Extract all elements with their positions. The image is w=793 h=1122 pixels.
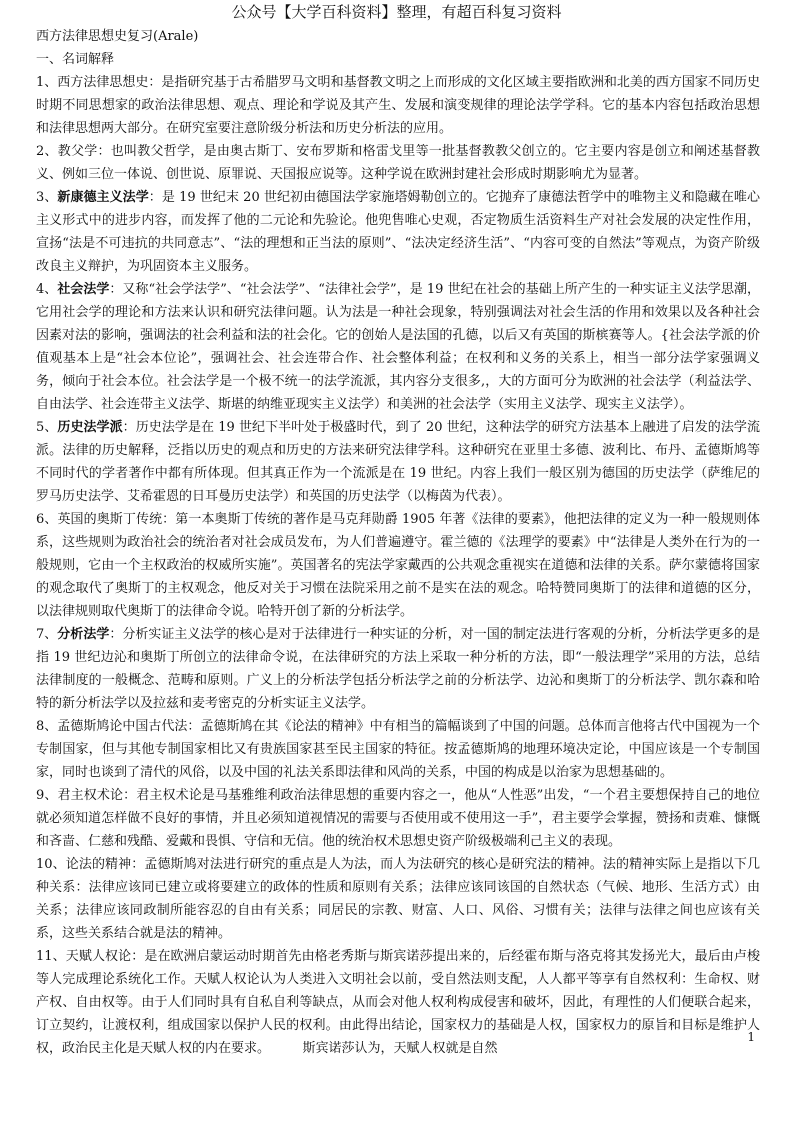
entry-lead: 9、君主权术论： xyxy=(36,788,137,803)
entry-5 xyxy=(36,416,760,508)
entry-term: 分析法学 xyxy=(57,627,110,642)
entry-body: 是指研究基于古希腊罗马文明和基督教文明之上而形成的文化区域主要指欧洲和北美的西方国家不同历史时期不同思想家的政治法律思想、观点、理论和学说及其产生、发展和演变规律的理论法学学科。它的基本内容包括政治思想和法律思想两大部分。在研究室要注意阶级分析法和历史分析法的应用。 xyxy=(36,75,760,136)
entry-8 xyxy=(36,715,760,784)
entry-lead: 1、西方法律思想史： xyxy=(36,75,162,90)
entry-body: ：历史法学是在 19 世纪下半叶处于极盛时代，到了 20 世纪，这种法学的研究方法基本上融进了启发的法学流派。法律的历史解释，泛指以历史的观点和历史的方法来研究法律学科。这种研究在亚里士多德、波利比、布丹、孟德斯鸠等不同时代的学者著作中都有所体现。但其真正作为一个流派是在 19 世纪。内容上我们一般区别为德国的历史法学（萨维尼的罗马历史法学、艾希霍恩的日耳曼历史法学）和英国的历史法学（以梅茵为代表）。 xyxy=(36,420,760,504)
entry-lead: 10、论法的精神： xyxy=(36,857,145,872)
section-heading: 一、名词解释 xyxy=(36,52,115,67)
entry-lead: 2、教父学： xyxy=(36,144,111,159)
entry-body: 是在欧洲启蒙运动时期首先由格老秀斯与斯宾诺莎提出来的，后经霍布斯与洛克将其发扬光大，最后由卢梭等人完成理论系统化工作。天赋人权论认为人类进入文明社会以前，受自然法则支配，人人都平等享有自然权利：生命权、财产权、自由权等。由于人们同时具有自私自利等缺点，从而会对他人权利构成侵害和破坏，因此，有理性的人们便联合起来，订立契约，让渡权利，组成国家以保护人民的权利。由此得出结论，国家权力的基础是人权，国家权力的原旨和目标是维护人权，政治民主化是天赋人权的内在要求。 斯宾诺莎认为，天赋人权就是自然 xyxy=(36,949,760,1056)
entry-4 xyxy=(36,278,760,416)
entry-lead: 6、英国的奥斯丁传统： xyxy=(36,512,176,527)
entry-10 xyxy=(36,853,760,945)
entry-body: 第一本奥斯丁传统的著作是马克拜勋爵 1905 年著《法律的要素》，他把法律的定义为一种一般规则体系，这些规则为政治社会的统治者对社会成员发布，为人们普遍遵守。霍兰德的《法理学的要素》中“法律是人类外在行为的一般规则，它由一个主权政治的权威所实施”。英国著名的宪法学家戴西的公共观念重视实在道德和法律的关系。萨尔蒙德将国家的观念取代了奥斯丁的主权观念，他反对关于习惯在法院采用之前不是实在法的观念。哈特赞同奥斯丁的法律和道德的区分，以法律规则取代奥斯丁的法律命令说。哈特开创了新的分析法学。 xyxy=(36,512,760,619)
page-number: 1 xyxy=(747,1030,755,1044)
entry-body: 孟德斯鸠对法进行研究的重点是人为法，而人为法研究的核心是研究法的精神。法的精神实际上是指以下几种关系：法律应该同已建立或将要建立的政体的性质和原则有关系；法律应该同该国的自然状态（气候、地形、生活方式）由关系；法律应该同政制所能容忍的自由有关系；同居民的宗教、财富、人口、风俗、习惯有关；法律与法律之间也应该有关系，这些关系结合就是法的精神。 xyxy=(36,857,760,941)
entry-6 xyxy=(36,508,760,623)
entry-term: 社会法学 xyxy=(57,282,110,297)
entry-number: 3、 xyxy=(36,190,58,205)
entry-number: 4、 xyxy=(36,282,58,297)
entry-9 xyxy=(36,784,760,853)
entry-2 xyxy=(36,140,760,186)
page-header: 公众号【大学百科资料】整理，有超百科复习资料 xyxy=(231,3,562,21)
entry-body: 君主权术论是马基雅维利政治法律思想的重要内容之一，他从“人性恶”出发，“一个君主要想保持自己的地位就必须知道怎样做不良好的事情，并且必须知道视情况的需要与否使用或不使用这一手”，君主要学会掌握，赞扬和责难、慷慨和吝啬、仁慈和残酷、爱戴和畏惧、守信和无信。他的统治权术思想史资产阶级极端利己主义的表现。 xyxy=(36,788,760,849)
entry-body: 也叫教父哲学，是由奥古斯丁、安布罗斯和格雷戈里等一批基督教教父创立的。它主要内容是创立和阐述基督教义、例如三位一体说、创世说、原罪说、天国报应说等。这种学说在欧洲封建社会形成时期影响尤为显著。 xyxy=(36,144,760,182)
entry-11 xyxy=(36,945,760,1060)
entry-body: ：分析实证主义法学的核心是对于法律进行一种实证的分析，对一国的制定法进行客观的分析，分析法学更多的是指 19 世纪边沁和奥斯丁所创立的法律命令说，在法律研究的方法上采取一种分析的方法，即“一般法理学”采用的方法，总结法律制度的一般概念、范畴和原则。广义上的分析法学包括分析法学之前的分析法学、边沁和奥斯丁的分析法学、凯尔森和哈特的新分析法学以及拉兹和麦考密克的分析实证主义法学。 xyxy=(36,627,760,711)
entry-body: ：又称“社会学法学”、“社会法学”、“法律社会学”，是 19 世纪在社会的基础上所产生的一种实证主义法学思潮，它用社会学的理论和方法来认识和研究法律问题。认为法是一种社会现象，特别强调法对社会生活的作用和效果以及各种社会因素对法的影响，强调法的社会利益和法的社会化。它的创始人是法国的孔德，以后又有英国的斯槟赛等人。{社会法学派的价值观基本上是“社会本位论”，强调社会、社会连带合作、社会整体利益；在权利和义务的关系上，相当一部分法学家强调义务，倾向于社会本位。社会法学是一个极不统一的法学流派，其内容分支很多,，大的方面可分为欧洲的社会法学（利益法学、自由法学、社会连带主义法学、斯堪的纳维亚现实主义法学）和美洲的社会法学（实用主义法学、现实主义法学）。 xyxy=(36,282,760,412)
entry-body: ：是 19 世纪末 20 世纪初由德国法学家施塔姆勒创立的。它抛弃了康德法哲学中的唯物主义和隐藏在唯心主义形式中的进步内容，而发挥了他的二元论和先验论。他兜售唯心史观，否定物质生活资料生产对社会发展的决定性作用，宣扬“法是不可违抗的共同意志”、“法的理想和正当法的原则”、“法决定经济生活”、“内容可变的自然法”等观点，为资产阶级改良主义辩护，为巩固资本主义服务。 xyxy=(36,190,760,274)
document-title: 西方法律思想史复习(Arale) xyxy=(36,29,199,44)
document-body xyxy=(36,25,760,1060)
entry-term: 历史法学派 xyxy=(57,420,123,435)
entry-term: 新康德主义法学 xyxy=(57,190,149,205)
entry-1 xyxy=(36,71,760,140)
entry-number: 7、 xyxy=(36,627,58,642)
entry-lead: 8、孟德斯鸠论中国古代法： xyxy=(36,719,201,734)
entry-body: 孟德斯鸠在其《论法的精神》中有相当的篇幅谈到了中国的问题。总体而言他将古代中国视为一个专制国家，但与其他专制国家相比又有贵族国家甚至民主国家的特征。按孟德斯鸠的地理环境决定论，中国应该是一个专制国家，同时也谈到了清代的风俗，以及中国的礼法关系即法律和风尚的关系，中国的构成是以治家为思想基础的。 xyxy=(36,719,760,780)
entry-3 xyxy=(36,186,760,278)
entry-7 xyxy=(36,623,760,715)
entry-lead: 11、天赋人权论： xyxy=(36,949,145,964)
entry-number: 5、 xyxy=(36,420,58,435)
